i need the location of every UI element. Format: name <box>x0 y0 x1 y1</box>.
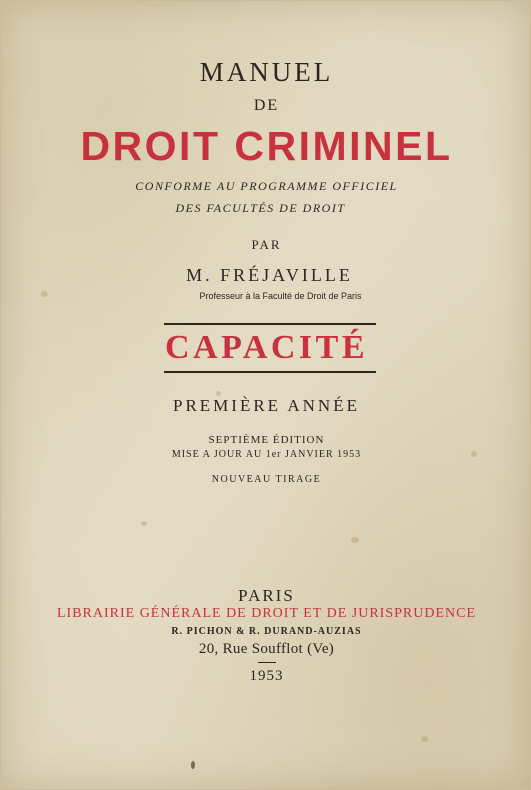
section-title: CAPACITÉ <box>164 329 369 366</box>
title-manuel: MANUEL <box>199 57 334 87</box>
update-note: MISE A JOUR AU 1er JANVIER 1953 <box>171 449 362 460</box>
main-title: DROIT CRIMINEL <box>80 123 453 169</box>
publisher-address: 20, Rue Soufflot (Ve) <box>198 641 335 657</box>
subtitle-line-2: DES FACULTÉS DE DROIT <box>175 201 346 215</box>
publisher-city: PARIS <box>238 586 295 605</box>
paper-stain <box>191 761 195 769</box>
short-rule <box>258 662 276 663</box>
author-name: M. FRÉJAVILLE <box>186 265 353 285</box>
publisher-name: LIBRAIRIE GÉNÉRALE DE DROIT ET DE JURISPRUDENCE <box>56 606 477 621</box>
paper-stain <box>351 537 359 543</box>
rule-bottom <box>164 371 376 373</box>
paper-stain <box>421 736 428 742</box>
year-level: PREMIÈRE ANNÉE <box>173 396 360 415</box>
publisher-owners: R. PICHON & R. DURAND-AUZIAS <box>171 626 362 637</box>
subtitle-line-1: CONFORME AU PROGRAMME OFFICIEL <box>135 179 398 193</box>
by-label: PAR <box>251 237 282 252</box>
edition-label: SEPTIÈME ÉDITION <box>208 434 325 446</box>
title-de: DE <box>253 97 280 114</box>
publication-year: 1953 <box>249 668 284 684</box>
author-affiliation: Professeur à la Faculté de Droit de Paris <box>199 291 362 301</box>
paper-stain <box>141 521 147 526</box>
rule-top <box>164 323 376 325</box>
printing-note: NOUVEAU TIRAGE <box>211 474 322 485</box>
